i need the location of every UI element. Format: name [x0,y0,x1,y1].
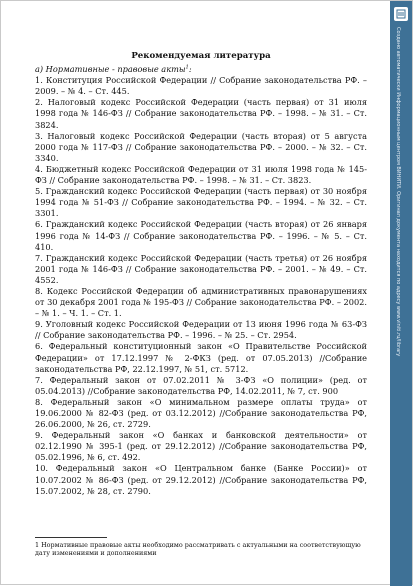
list-item: 9. Уголовный кодекс Российской Федерации от 13 июня 1996 года № 63-ФЗ // Собрание законодательства РФ. – 1996. – № 25. – Ст. 2954. [35,319,367,341]
page-title: Рекомендуемая литература [131,51,271,61]
list-item: 10. Федеральный закон «О Центральном банке (Банке России)» от 10.07.2002 № 86-ФЗ (ред. от 29.12.2012) //Собрание законодательства РФ, 15.07.2002, № 28, ст. 2790. [35,463,367,496]
footnote-mark: 1 [185,64,189,71]
document-body [35,51,367,497]
footnote-divider [35,537,107,538]
side-banner-label: Создано автоматически Информационным центром ВИНИТИ. Оригинал документа находится по адресу www.viniti.ru/library [395,27,401,357]
library-emblem-icon [394,7,408,21]
list-item: 6. Гражданский кодекс Российской Федерации (часть вторая) от 26 января 1996 года № 14-ФЗ // Собрание законодательства РФ. – 1996. – № 5. – Ст. 410. [35,219,367,252]
list-item: 3. Налоговый кодекс Российской Федерации (часть вторая) от 5 августа 2000 года № 117-ФЗ // Собрание законодательства РФ. – 2000. – № 32. – Ст. 3340. [35,130,367,163]
list-item: 8. Федеральный закон «О минимальном размере оплаты труда» от 19.06.2000 № 82-ФЗ (ред. от 03.12.2012) //Собрание законодательства РФ, 26.06.2000, № 26, ст. 2729. [35,396,367,430]
footnote: 1 Нормативные правовые акты необходимо рассматривать с актуальными на соответствующую дату изменениями и дополнениями [35,541,361,558]
side-banner [390,1,412,586]
list-item: 7. Гражданский кодекс Российской Федерации (часть третья) от 26 ноября 2001 года № 146-ФЗ // Собрание законодательства РФ. – 2001. – № 49. – Ст. 4552. [35,252,367,285]
list-item: 4. Бюджетный кодекс Российской Федерации от 31 июля 1998 года № 145-ФЗ // Собрание законодательства РФ. – 1998. – № 31. – Ст. 3823. [35,163,367,186]
section-subtitle: а) Нормативные - правовые акты$^1$: [35,64,192,75]
side-banner-text [392,27,410,577]
list-item: 5. Гражданский кодекс Российской Федерации (часть первая) от 30 ноября 1994 года № 51-ФЗ // Собрание законодательства РФ. – 1994. – № 32. – Ст. 3301. [35,186,367,219]
list-item: 9. Федеральный закон «О банках и банковской деятельности» от 02.12.1990 № 395-1 (ред. от 29.12.2012) //Собрание законодательства РФ, 05.02.1996, № 6, ст. 492. [35,430,367,463]
list-item: 8. Кодекс Российской Федерации об административных правонарушениях от 30 декабря 2001 года № 195-ФЗ // Собрание законодательства РФ. – 2002. – № 1. – Ч. 1. – Ст. 1. [35,285,367,319]
list-item: 1. Конституция Российской Федерации // Собрание законодательства РФ. – 2009. – № 4. – Ст. 445. [35,75,367,97]
list-item: 6. Федеральный конституционный закон «О Правительстве Российской Федерации» от 17.12.1997 № 2-ФКЗ (ред. от 07.05.2013) //Собрание законодательства РФ, 22.12.1997, № 51, ст. 5712. [35,341,367,374]
list-item: 2. Налоговый кодекс Российской Федерации (часть первая) от 31 июля 1998 года № 146-ФЗ // Собрание законодательства РФ. – 1998. – № 31. – Ст. 3824. [35,97,367,130]
list-item: 7. Федеральный закон от 07.02.2011 № 3-ФЗ «О полиции» (ред. от 05.04.2013) //Собрание законодательства РФ, 14.02.2011, № 7, ст. 900 [35,374,367,396]
subtitle-text: а) Нормативные - правовые акты [35,64,186,75]
